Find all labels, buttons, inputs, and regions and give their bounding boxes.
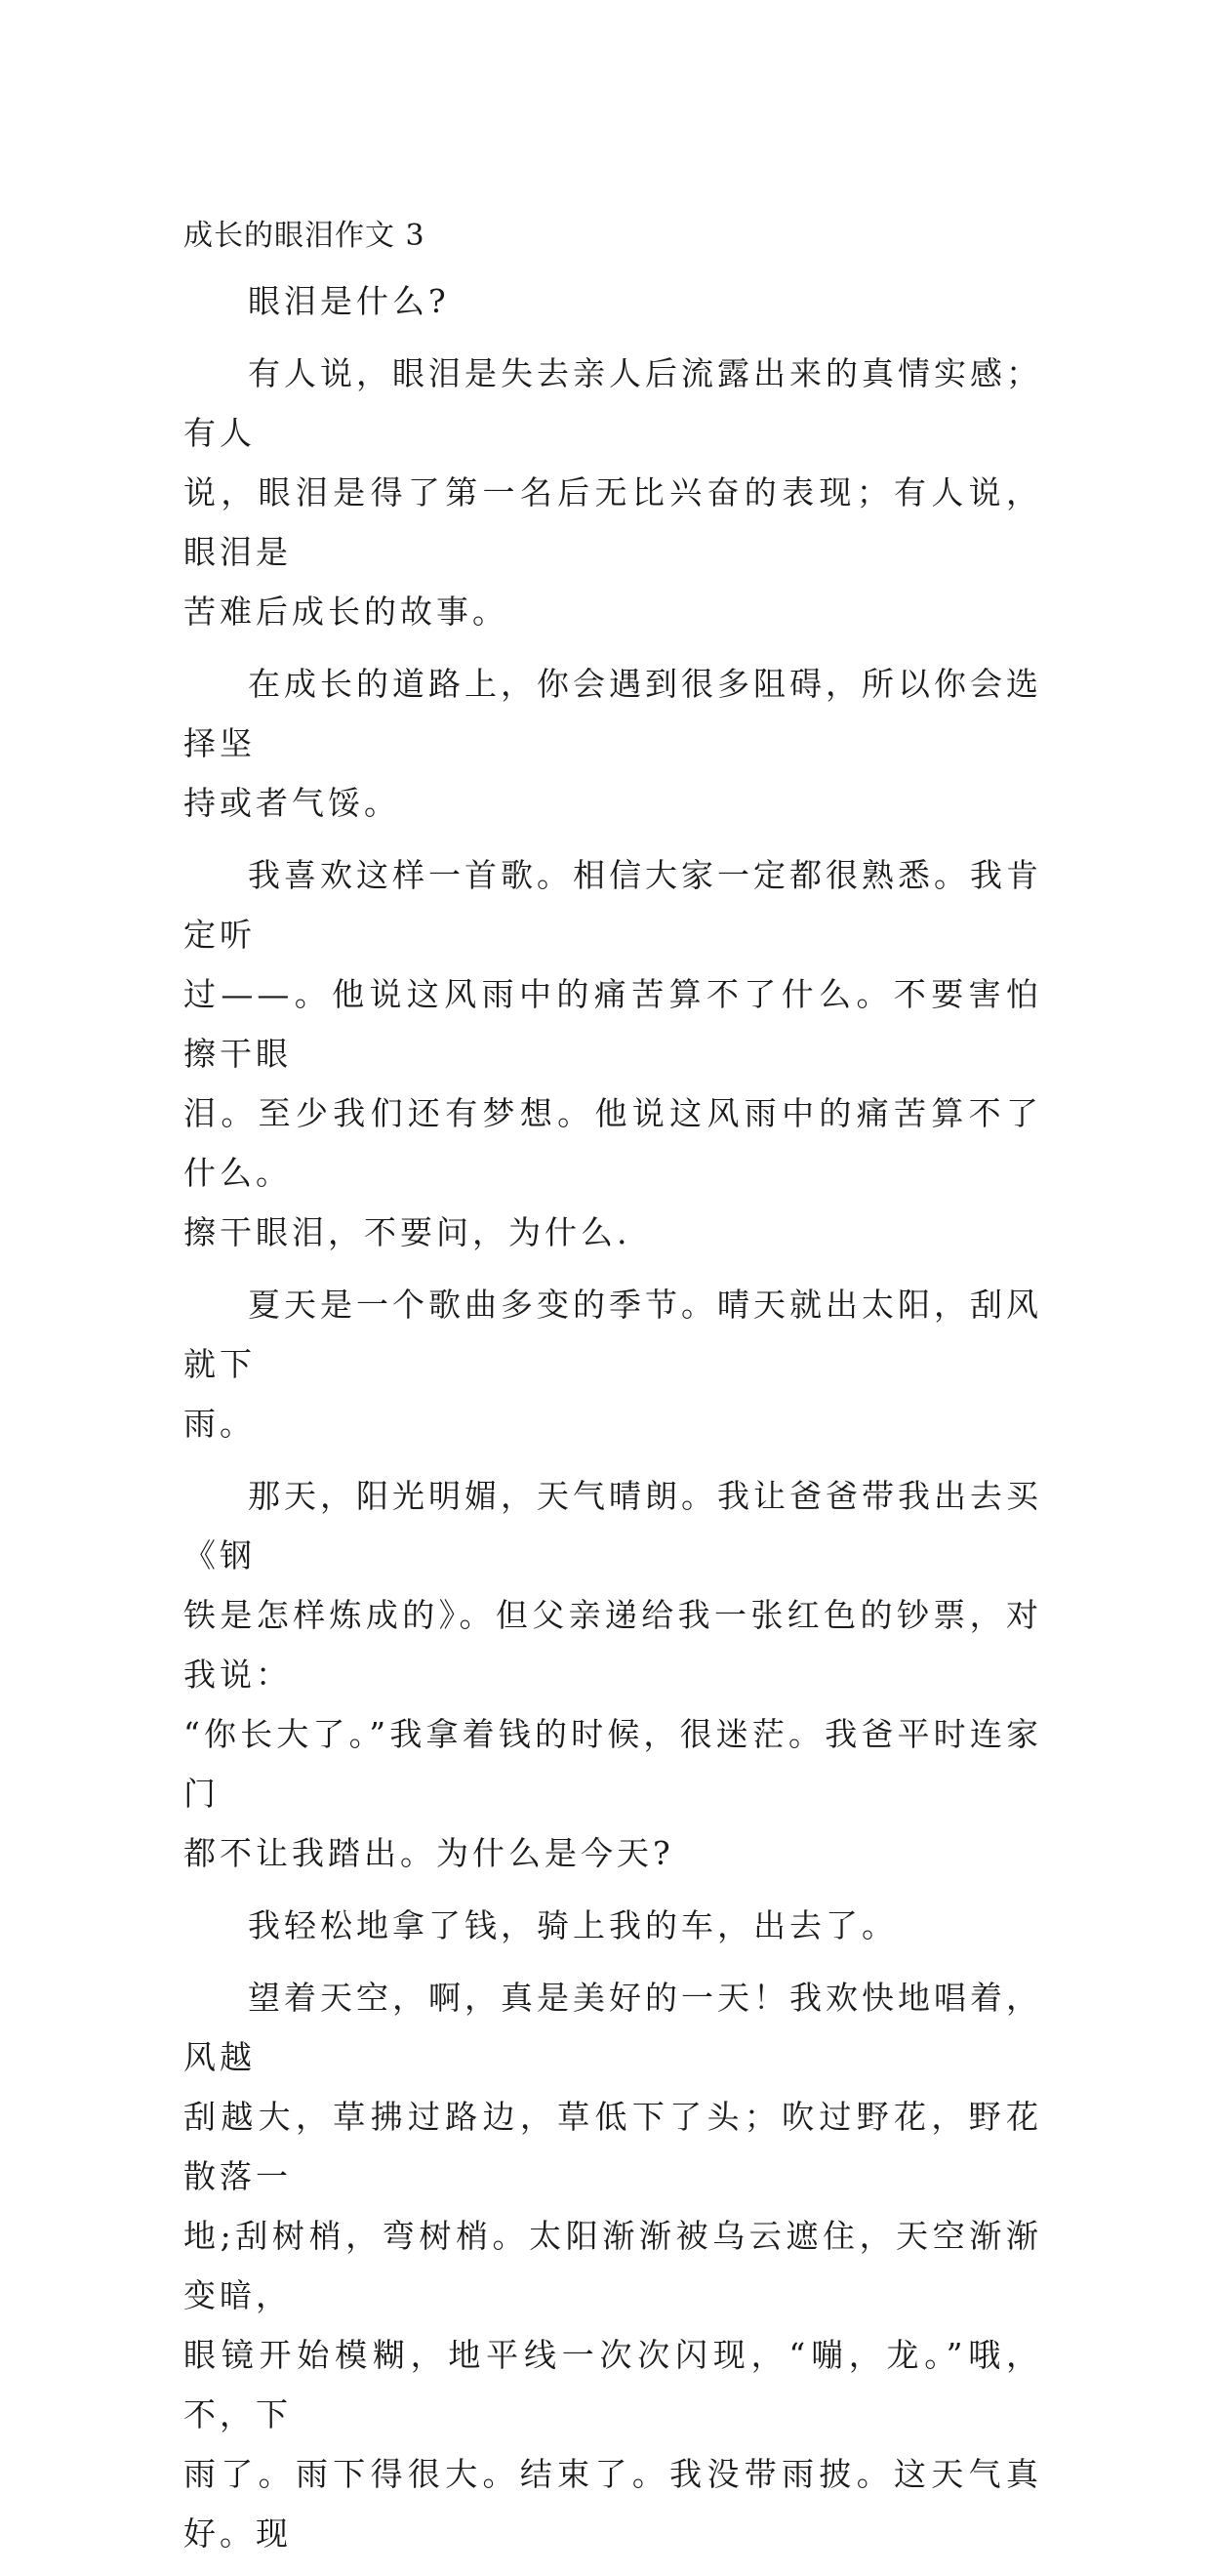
paragraph-8: 望着天空，啊，真是美好的一天！我欢快地唱着，风越 刮越大，草拂过路边，草低下了头；吹过野花，野花散落一 地;刮树梢，弯树梢。太阳渐渐被乌云遮住，天空渐渐变暗， 眼镜开始模糊，地平线一次次闪现，“嘣，龙。”哦，不，下 雨了。雨下得很大。结束了。我没带雨披。这天气真好。现: [183, 1979, 1042, 2553]
paragraph-1: 眼泪是什么?: [248, 282, 450, 320]
paragraph-7: 我轻松地拿了钱，骑上我的车，出去了。: [248, 1906, 898, 1944]
document-body: [183, 213, 1042, 2576]
document-title: 成长的眼泪作文 3: [183, 219, 425, 253]
paragraph-5: 夏天是一个歌曲多变的季节。晴天就出太阳，刮风就下 雨。: [183, 1286, 1042, 1443]
paragraph-4: 我喜欢这样一首歌。相信大家一定都很熟悉。我肯定听 过——。他说这风雨中的痛苦算不了什么。不要害怕擦干眼 泪。至少我们还有梦想。他说这风雨中的痛苦算不了什么。 擦干眼泪，不要问，为什么.: [183, 856, 1042, 1251]
paragraph-6: 那天，阳光明媚，天气晴朗。我让爸爸带我出去买《钢 铁是怎样炼成的》。但父亲递给我一张红色的钞票，对我说： “你长大了。”我拿着钱的时候，很迷茫。我爸平时连家门 都不让我踏出。为什么是今天?: [183, 1477, 1042, 1872]
paragraph-2: 有人说，眼泪是失去亲人后流露出来的真情实感；有人 说，眼泪是得了第一名后无比兴奋的表现；有人说，眼泪是 苦难后成长的故事。: [183, 354, 1042, 631]
paragraph-3: 在成长的道路上，你会遇到很多阻碍，所以你会选择坚 持或者气馁。: [183, 665, 1042, 822]
